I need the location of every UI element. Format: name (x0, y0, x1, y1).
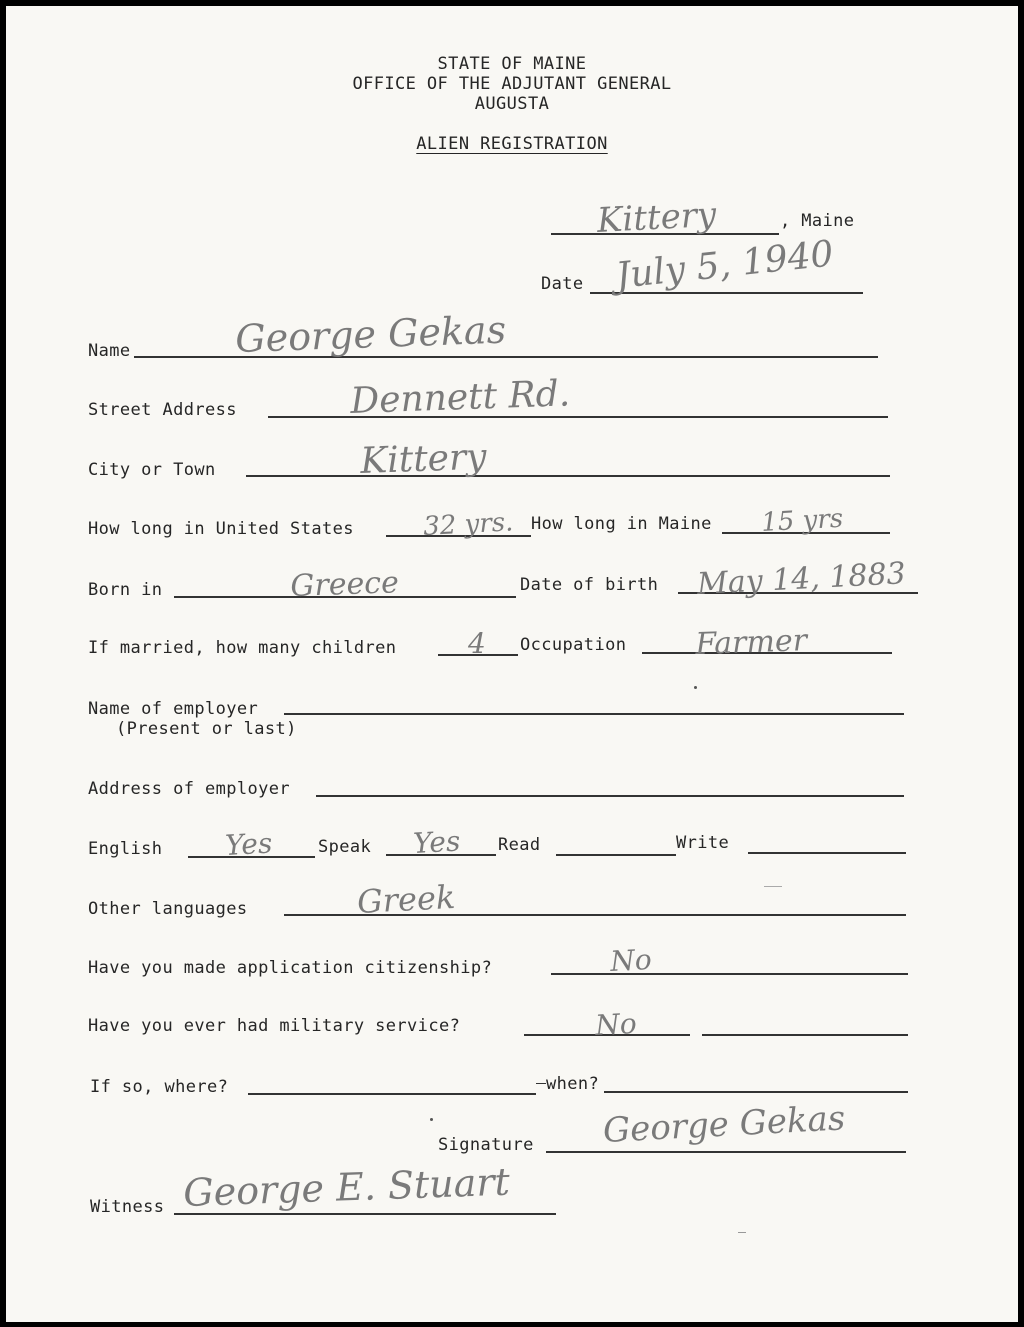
form-title: ALIEN REGISTRATION (416, 134, 608, 154)
ink-dash-2 (738, 1232, 746, 1233)
header-office: OFFICE OF THE ADJUTANT GENERAL (352, 74, 672, 94)
military-value: No (594, 1006, 638, 1042)
employer-note: (Present or last) (116, 719, 297, 739)
ink-speck-2 (430, 1118, 433, 1121)
occupation-value: Farmer (694, 623, 808, 662)
when-dash (536, 1083, 546, 1084)
years-us-value: 32 yrs. (422, 507, 515, 542)
write-label: Write (676, 833, 730, 853)
born-in-value: Greece (289, 565, 400, 604)
ink-dash (764, 886, 782, 887)
header-city: AUGUSTA (474, 94, 550, 114)
years-maine-label: How long in Maine (531, 514, 712, 534)
citizenship-line (551, 973, 908, 975)
date-value: July 5, 1940 (613, 233, 836, 297)
employer-address-line (316, 795, 904, 797)
write-line (748, 852, 906, 854)
street-address-label: Street Address (88, 400, 237, 420)
date-of-birth-value: May 14, 1883 (696, 556, 907, 602)
date-of-birth-label: Date of birth (520, 575, 659, 595)
citizenship-label: Have you made application citizenship? (88, 958, 493, 978)
name-label: Name (88, 341, 131, 361)
maine-suffix: , Maine (780, 211, 855, 231)
english-label: English (88, 839, 163, 859)
children-label: If married, how many children (88, 638, 397, 658)
header-state: STATE OF MAINE (437, 54, 587, 74)
citizenship-value: No (609, 942, 653, 978)
read-label: Read (498, 835, 541, 855)
born-in-label: Born in (88, 580, 163, 600)
employer-name-label: Name of employer (88, 699, 259, 719)
signature-label: Signature (438, 1135, 534, 1155)
city-value: Kittery (359, 436, 488, 482)
date-label: Date (541, 274, 584, 294)
when-label: when? (546, 1074, 600, 1094)
where-line (248, 1093, 536, 1095)
years-maine-value: 15 yrs (760, 503, 844, 538)
street-address-value: Dennett Rd. (349, 373, 571, 422)
speak-value: Yes (412, 824, 462, 860)
military-extra-line (702, 1034, 908, 1036)
city-label: City or Town (88, 460, 216, 480)
name-value: George Gekas (234, 307, 507, 361)
town-value: Kittery (596, 194, 718, 241)
employer-address-label: Address of employer (88, 779, 291, 799)
registration-form-page (6, 6, 1018, 1322)
witness-value: George E. Stuart (182, 1159, 511, 1215)
when-line (604, 1091, 908, 1093)
other-languages-value: Greek (356, 877, 457, 921)
children-value: 4 (468, 627, 486, 660)
years-us-label: How long in United States (88, 519, 354, 539)
read-line (556, 854, 676, 856)
english-value: Yes (224, 826, 274, 862)
employer-name-line (284, 713, 904, 715)
ink-speck (694, 686, 697, 689)
where-label: If so, where? (90, 1077, 229, 1097)
speak-label: Speak (318, 837, 372, 857)
signature-line (546, 1151, 906, 1153)
witness-label: Witness (90, 1197, 165, 1217)
military-label: Have you ever had military service? (88, 1016, 461, 1036)
city-line (246, 475, 890, 477)
other-languages-label: Other languages (88, 899, 248, 919)
occupation-label: Occupation (520, 635, 627, 655)
signature-value: George Gekas (602, 1098, 847, 1151)
